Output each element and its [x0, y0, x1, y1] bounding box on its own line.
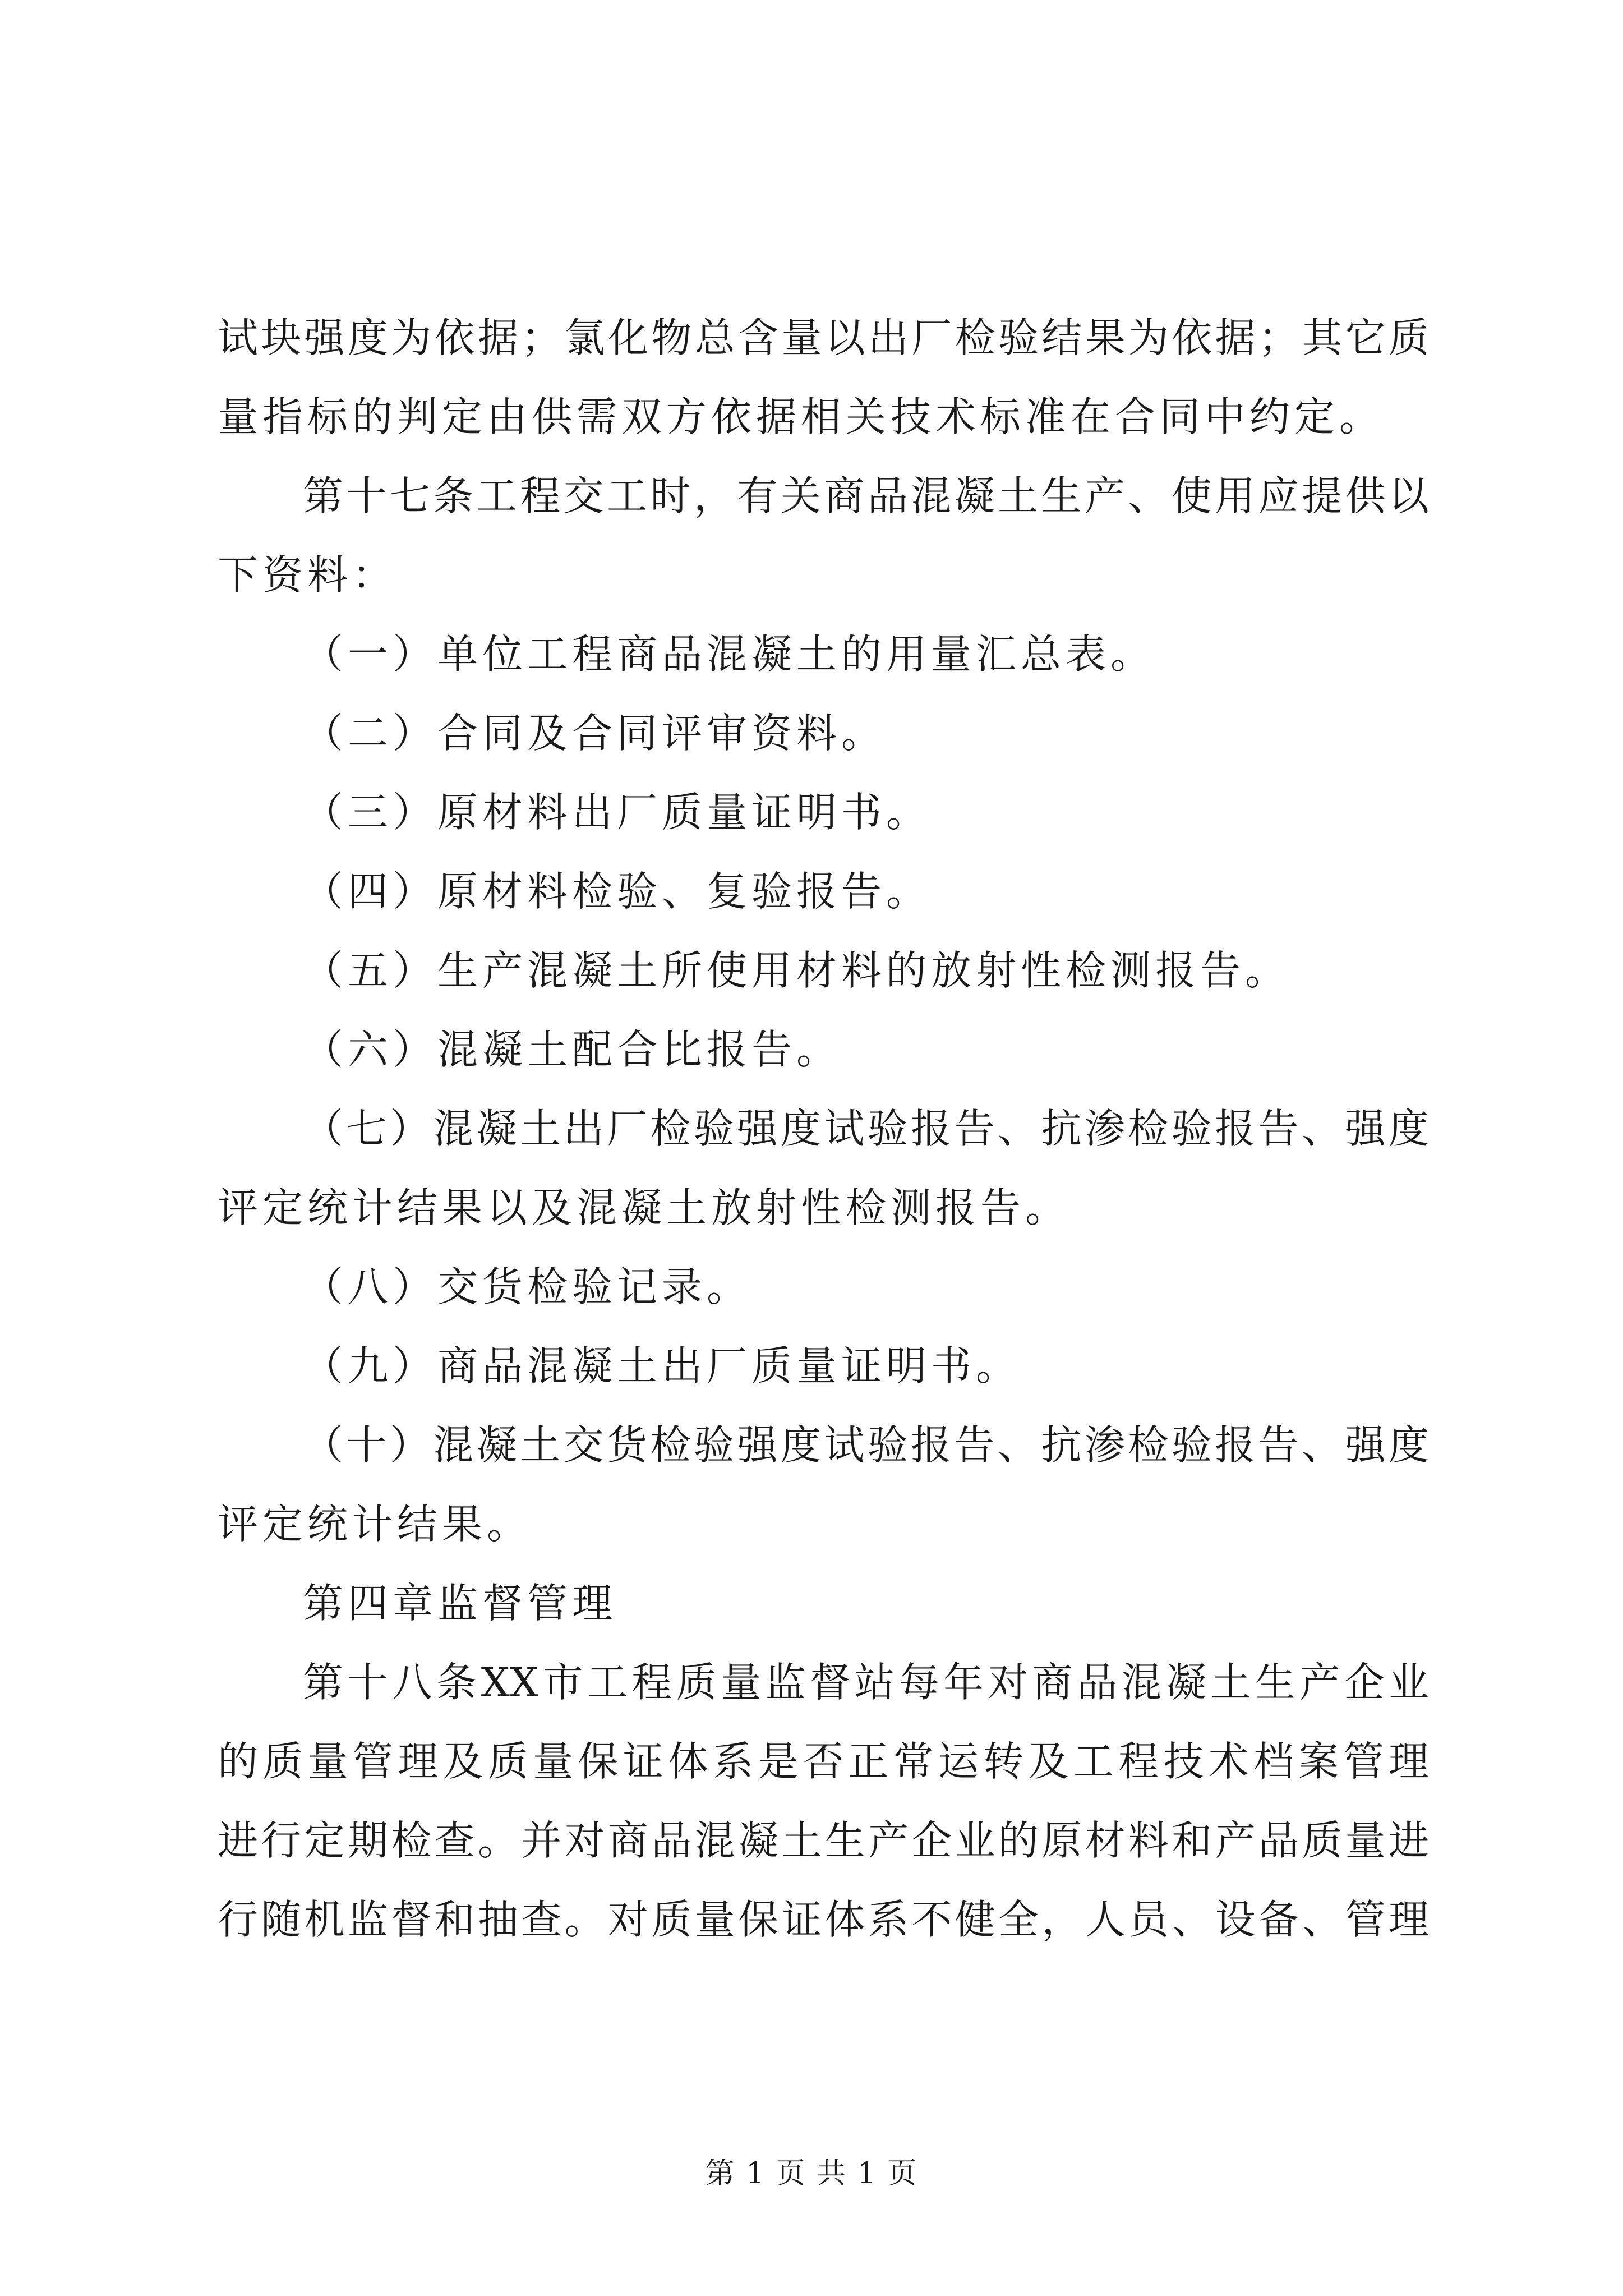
list-item: （八）交货检验记录。: [303, 1263, 752, 1310]
list-item: （十）混凝土交货检验强度试验报告、抗渗检验报告、强度: [303, 1421, 1429, 1469]
article-18-heading: 第十八条XX市工程质量监督站每年对商品混凝土生产企业: [303, 1659, 1429, 1706]
text-line: 行随机监督和抽查。对质量保证体系不健全，人员、设备、管理: [218, 1896, 1429, 1943]
text-line: 试块强度为依据；氯化物总含量以出厂检验结果为依据；其它质: [218, 314, 1429, 361]
text-line: 评定统计结果以及混凝土放射性检测报告。: [218, 1184, 1071, 1231]
list-item: （四）原材料检验、复验报告。: [303, 868, 932, 915]
article-17-heading: 第十七条工程交工时，有关商品混凝土生产、使用应提供以: [303, 472, 1429, 519]
list-item: （一）单位工程商品混凝土的用量汇总表。: [303, 631, 1156, 678]
chapter-heading: 第四章监督管理: [303, 1580, 617, 1627]
list-item: （七）混凝土出厂检验强度试验报告、抗渗检验报告、强度: [303, 1105, 1429, 1152]
text-line: 下资料：: [218, 551, 398, 599]
text-line: 评定统计结果。: [218, 1501, 532, 1548]
text-line: 的质量管理及质量保证体系是否正常运转及工程技术档案管理: [218, 1738, 1429, 1785]
document-body: [218, 298, 1429, 1959]
text-line: 量指标的判定由供需双方依据相关技术标准在合同中约定。: [218, 393, 1385, 440]
page-footer: 第 1 页 共 1 页: [705, 2157, 918, 2191]
text-line: 进行定期检查。并对商品混凝土生产企业的原材料和产品质量进: [218, 1817, 1429, 1864]
list-item: （五）生产混凝土所使用材料的放射性检测报告。: [303, 947, 1290, 994]
list-item: （九）商品混凝土出厂质量证明书。: [303, 1342, 1021, 1389]
list-item: （三）原材料出厂质量证明书。: [303, 789, 932, 836]
list-item: （六）混凝土配合比报告。: [303, 1026, 842, 1073]
list-item: （二）合同及合同评审资料。: [303, 710, 887, 757]
